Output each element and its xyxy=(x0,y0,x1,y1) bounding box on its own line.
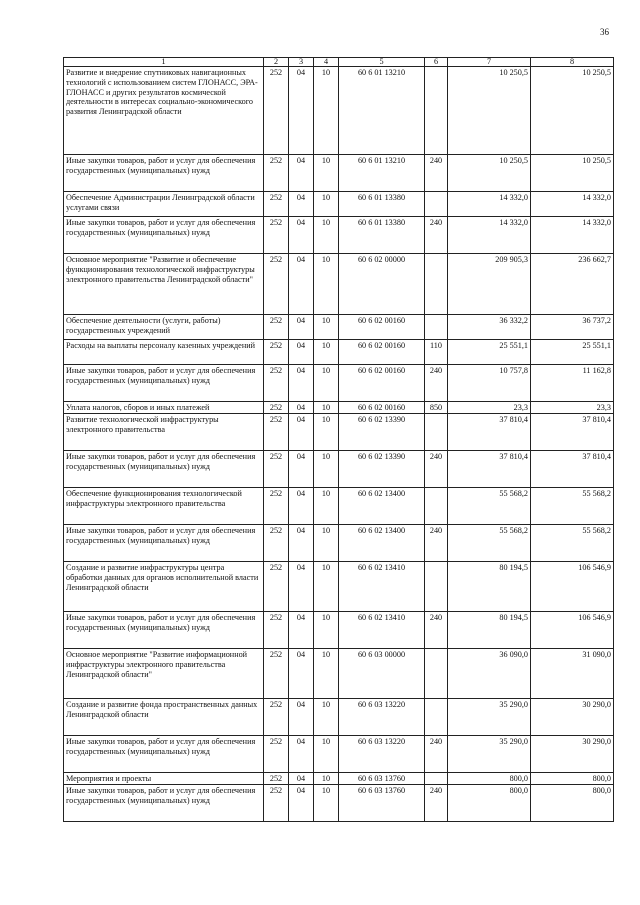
row-cell-col-2: 252 xyxy=(264,155,289,192)
table-row xyxy=(64,254,614,315)
row-cell-col-6 xyxy=(425,315,448,340)
row-name-cell: Иные закупки товаров, работ и услуг для обеспечения государственных (муниципальных) нужд xyxy=(64,365,264,402)
row-name-cell: Обеспечение функционирования технологической инфраструктуры электронного правительства xyxy=(64,488,264,525)
row-cell-col-3: 04 xyxy=(289,773,314,785)
row-cell-col-8: 55 568,2 xyxy=(531,488,614,525)
row-cell-col-2: 252 xyxy=(264,315,289,340)
table-row xyxy=(64,612,614,649)
table-row xyxy=(64,699,614,736)
row-name-cell: Создание и развитие фонда пространственных данных Ленинградской области xyxy=(64,699,264,736)
row-cell-col-3: 04 xyxy=(289,488,314,525)
row-cell-col-3: 04 xyxy=(289,365,314,402)
row-cell-col-2: 252 xyxy=(264,488,289,525)
row-cell-col-2: 252 xyxy=(264,217,289,254)
row-cell-col-8: 25 551,1 xyxy=(531,340,614,365)
row-cell-col-3: 04 xyxy=(289,562,314,612)
row-cell-col-5: 60 6 03 13760 xyxy=(339,773,425,785)
row-cell-col-8: 37 810,4 xyxy=(531,451,614,488)
row-name-cell: Иные закупки товаров, работ и услуг для обеспечения государственных (муниципальных) нужд xyxy=(64,155,264,192)
row-cell-col-5: 60 6 02 00160 xyxy=(339,402,425,414)
row-cell-col-2: 252 xyxy=(264,736,289,773)
row-name-cell: Расходы на выплаты персоналу казенных учреждений xyxy=(64,340,264,365)
table-row xyxy=(64,192,614,217)
row-cell-col-3: 04 xyxy=(289,155,314,192)
row-cell-col-7: 23,3 xyxy=(448,402,531,414)
row-cell-col-7: 14 332,0 xyxy=(448,217,531,254)
row-cell-col-3: 04 xyxy=(289,612,314,649)
row-name-cell: Создание и развитие инфраструктуры центра обработки данных для органов исполнительной власти Ленинградской области xyxy=(64,562,264,612)
table-row xyxy=(64,315,614,340)
row-cell-col-6: 240 xyxy=(425,451,448,488)
row-cell-col-6: 850 xyxy=(425,402,448,414)
row-cell-col-8: 106 546,9 xyxy=(531,612,614,649)
row-cell-col-5: 60 6 02 13390 xyxy=(339,451,425,488)
row-name-cell: Обеспечение Администрации Ленинградской области услугами связи xyxy=(64,192,264,217)
row-cell-col-3: 04 xyxy=(289,402,314,414)
row-cell-col-2: 252 xyxy=(264,612,289,649)
row-cell-col-7: 80 194,5 xyxy=(448,562,531,612)
table-row xyxy=(64,155,614,192)
row-cell-col-8: 36 737,2 xyxy=(531,315,614,340)
row-cell-col-2: 252 xyxy=(264,773,289,785)
row-cell-col-5: 60 6 01 13210 xyxy=(339,67,425,155)
row-cell-col-8: 11 162,8 xyxy=(531,365,614,402)
row-name-cell: Иные закупки товаров, работ и услуг для обеспечения государственных (муниципальных) нужд xyxy=(64,451,264,488)
row-cell-col-6: 110 xyxy=(425,340,448,365)
row-cell-col-3: 04 xyxy=(289,340,314,365)
row-cell-col-4: 10 xyxy=(314,315,339,340)
column-header-8: 8 xyxy=(531,58,614,67)
row-name-cell: Иные закупки товаров, работ и услуг для обеспечения государственных (муниципальных) нужд xyxy=(64,612,264,649)
row-cell-col-3: 04 xyxy=(289,254,314,315)
row-cell-col-4: 10 xyxy=(314,217,339,254)
row-cell-col-7: 35 290,0 xyxy=(448,699,531,736)
row-cell-col-5: 60 6 02 13400 xyxy=(339,525,425,562)
row-cell-col-6 xyxy=(425,488,448,525)
row-cell-col-3: 04 xyxy=(289,67,314,155)
row-cell-col-2: 252 xyxy=(264,525,289,562)
row-cell-col-8: 800,0 xyxy=(531,785,614,822)
row-cell-col-5: 60 6 02 13410 xyxy=(339,612,425,649)
header-row xyxy=(64,58,614,67)
row-cell-col-7: 80 194,5 xyxy=(448,612,531,649)
row-cell-col-6: 240 xyxy=(425,365,448,402)
row-cell-col-2: 252 xyxy=(264,785,289,822)
row-cell-col-8: 31 090,0 xyxy=(531,649,614,699)
row-cell-col-6 xyxy=(425,414,448,451)
table-row xyxy=(64,649,614,699)
row-cell-col-5: 60 6 02 00000 xyxy=(339,254,425,315)
row-cell-col-6: 240 xyxy=(425,525,448,562)
row-cell-col-6: 240 xyxy=(425,785,448,822)
row-cell-col-6 xyxy=(425,773,448,785)
row-cell-col-7: 10 250,5 xyxy=(448,155,531,192)
row-cell-col-8: 14 332,0 xyxy=(531,192,614,217)
table-row xyxy=(64,217,614,254)
row-cell-col-5: 60 6 01 13210 xyxy=(339,155,425,192)
row-cell-col-4: 10 xyxy=(314,525,339,562)
row-cell-col-3: 04 xyxy=(289,315,314,340)
row-cell-col-3: 04 xyxy=(289,192,314,217)
row-cell-col-2: 252 xyxy=(264,699,289,736)
row-cell-col-6: 240 xyxy=(425,155,448,192)
row-name-cell: Уплата налогов, сборов и иных платежей xyxy=(64,402,264,414)
row-cell-col-8: 236 662,7 xyxy=(531,254,614,315)
table-row xyxy=(64,562,614,612)
table-row xyxy=(64,414,614,451)
row-cell-col-5: 60 6 02 13390 xyxy=(339,414,425,451)
row-cell-col-4: 10 xyxy=(314,67,339,155)
row-cell-col-7: 25 551,1 xyxy=(448,340,531,365)
row-cell-col-5: 60 6 03 13760 xyxy=(339,785,425,822)
row-cell-col-8: 37 810,4 xyxy=(531,414,614,451)
row-cell-col-5: 60 6 02 00160 xyxy=(339,315,425,340)
table-row xyxy=(64,451,614,488)
row-cell-col-7: 37 810,4 xyxy=(448,414,531,451)
row-cell-col-4: 10 xyxy=(314,155,339,192)
row-cell-col-7: 14 332,0 xyxy=(448,192,531,217)
row-cell-col-2: 252 xyxy=(264,451,289,488)
column-header-6: 6 xyxy=(425,58,448,67)
row-cell-col-7: 36 332,2 xyxy=(448,315,531,340)
row-cell-col-6: 240 xyxy=(425,736,448,773)
row-cell-col-3: 04 xyxy=(289,699,314,736)
row-cell-col-3: 04 xyxy=(289,736,314,773)
column-header-2: 2 xyxy=(264,58,289,67)
row-cell-col-8: 800,0 xyxy=(531,773,614,785)
row-cell-col-8: 106 546,9 xyxy=(531,562,614,612)
row-cell-col-7: 35 290,0 xyxy=(448,736,531,773)
table-row xyxy=(64,340,614,365)
table-row xyxy=(64,736,614,773)
row-cell-col-6 xyxy=(425,699,448,736)
row-cell-col-5: 60 6 02 00160 xyxy=(339,340,425,365)
column-header-4: 4 xyxy=(314,58,339,67)
row-cell-col-4: 10 xyxy=(314,192,339,217)
row-name-cell: Иные закупки товаров, работ и услуг для обеспечения государственных (муниципальных) нужд xyxy=(64,217,264,254)
table-row xyxy=(64,525,614,562)
row-cell-col-2: 252 xyxy=(264,649,289,699)
row-cell-col-7: 36 090,0 xyxy=(448,649,531,699)
row-cell-col-3: 04 xyxy=(289,785,314,822)
row-cell-col-5: 60 6 01 13380 xyxy=(339,217,425,254)
row-name-cell: Иные закупки товаров, работ и услуг для обеспечения государственных (муниципальных) нужд xyxy=(64,525,264,562)
table-row xyxy=(64,488,614,525)
table-row xyxy=(64,773,614,785)
row-cell-col-4: 10 xyxy=(314,402,339,414)
row-cell-col-4: 10 xyxy=(314,254,339,315)
row-cell-col-4: 10 xyxy=(314,736,339,773)
row-cell-col-3: 04 xyxy=(289,414,314,451)
row-cell-col-8: 30 290,0 xyxy=(531,736,614,773)
table-row xyxy=(64,365,614,402)
row-cell-col-2: 252 xyxy=(264,562,289,612)
row-cell-col-6 xyxy=(425,192,448,217)
row-cell-col-4: 10 xyxy=(314,451,339,488)
row-cell-col-4: 10 xyxy=(314,414,339,451)
column-header-3: 3 xyxy=(289,58,314,67)
column-header-5: 5 xyxy=(339,58,425,67)
row-cell-col-2: 252 xyxy=(264,254,289,315)
row-cell-col-6 xyxy=(425,67,448,155)
row-cell-col-3: 04 xyxy=(289,525,314,562)
row-cell-col-6 xyxy=(425,254,448,315)
row-cell-col-7: 209 905,3 xyxy=(448,254,531,315)
row-cell-col-6 xyxy=(425,649,448,699)
row-cell-col-4: 10 xyxy=(314,562,339,612)
table-row xyxy=(64,67,614,155)
row-cell-col-2: 252 xyxy=(264,67,289,155)
row-name-cell: Иные закупки товаров, работ и услуг для обеспечения государственных (муниципальных) нужд xyxy=(64,736,264,773)
row-cell-col-8: 14 332,0 xyxy=(531,217,614,254)
row-name-cell: Мероприятия и проекты xyxy=(64,773,264,785)
row-cell-col-2: 252 xyxy=(264,192,289,217)
row-cell-col-3: 04 xyxy=(289,217,314,254)
column-header-1: 1 xyxy=(64,58,264,67)
row-cell-col-5: 60 6 01 13380 xyxy=(339,192,425,217)
row-cell-col-5: 60 6 02 13400 xyxy=(339,488,425,525)
row-cell-col-4: 10 xyxy=(314,699,339,736)
row-cell-col-5: 60 6 02 13410 xyxy=(339,562,425,612)
row-cell-col-6: 240 xyxy=(425,612,448,649)
row-cell-col-4: 10 xyxy=(314,612,339,649)
row-cell-col-7: 55 568,2 xyxy=(448,488,531,525)
table-row xyxy=(64,785,614,822)
row-cell-col-4: 10 xyxy=(314,365,339,402)
row-cell-col-8: 10 250,5 xyxy=(531,67,614,155)
row-cell-col-7: 37 810,4 xyxy=(448,451,531,488)
row-name-cell: Основное мероприятие "Развитие информационной инфраструктуры электронного правительства Ленинградской области" xyxy=(64,649,264,699)
row-cell-col-7: 55 568,2 xyxy=(448,525,531,562)
row-name-cell: Обеспечение деятельности (услуги, работы) государственных учреждений xyxy=(64,315,264,340)
row-cell-col-5: 60 6 03 13220 xyxy=(339,736,425,773)
row-cell-col-2: 252 xyxy=(264,365,289,402)
row-cell-col-4: 10 xyxy=(314,649,339,699)
row-cell-col-6: 240 xyxy=(425,217,448,254)
table-row xyxy=(64,402,614,414)
column-header-7: 7 xyxy=(448,58,531,67)
page-number: 36 xyxy=(600,27,609,37)
row-cell-col-4: 10 xyxy=(314,488,339,525)
row-cell-col-5: 60 6 03 13220 xyxy=(339,699,425,736)
row-cell-col-3: 04 xyxy=(289,649,314,699)
row-cell-col-5: 60 6 03 00000 xyxy=(339,649,425,699)
row-cell-col-2: 252 xyxy=(264,340,289,365)
row-name-cell: Иные закупки товаров, работ и услуг для обеспечения государственных (муниципальных) нужд xyxy=(64,785,264,822)
row-cell-col-4: 10 xyxy=(314,785,339,822)
row-cell-col-8: 10 250,5 xyxy=(531,155,614,192)
row-cell-col-7: 10 250,5 xyxy=(448,67,531,155)
row-cell-col-5: 60 6 02 00160 xyxy=(339,365,425,402)
row-cell-col-8: 55 568,2 xyxy=(531,525,614,562)
row-cell-col-3: 04 xyxy=(289,451,314,488)
row-cell-col-7: 10 757,8 xyxy=(448,365,531,402)
budget-table xyxy=(63,57,614,822)
row-cell-col-4: 10 xyxy=(314,773,339,785)
row-cell-col-4: 10 xyxy=(314,340,339,365)
row-name-cell: Основное мероприятие "Развитие и обеспечение функционирования технологической инфраструктуры электронного правительства Ленинградской области" xyxy=(64,254,264,315)
row-cell-col-6 xyxy=(425,562,448,612)
row-cell-col-8: 30 290,0 xyxy=(531,699,614,736)
row-cell-col-2: 252 xyxy=(264,402,289,414)
row-cell-col-7: 800,0 xyxy=(448,773,531,785)
row-cell-col-7: 800,0 xyxy=(448,785,531,822)
row-name-cell: Развитие технологической инфраструктуры электронного правительства xyxy=(64,414,264,451)
row-name-cell: Развитие и внедрение спутниковых навигационных технологий с использованием систем ГЛОНАСС, ЭРА-ГЛОНАСС и других результатов космической деятельности в интересах социально-экономического развития Ленинградской области xyxy=(64,67,264,155)
row-cell-col-8: 23,3 xyxy=(531,402,614,414)
table-body xyxy=(64,67,614,822)
row-cell-col-2: 252 xyxy=(264,414,289,451)
